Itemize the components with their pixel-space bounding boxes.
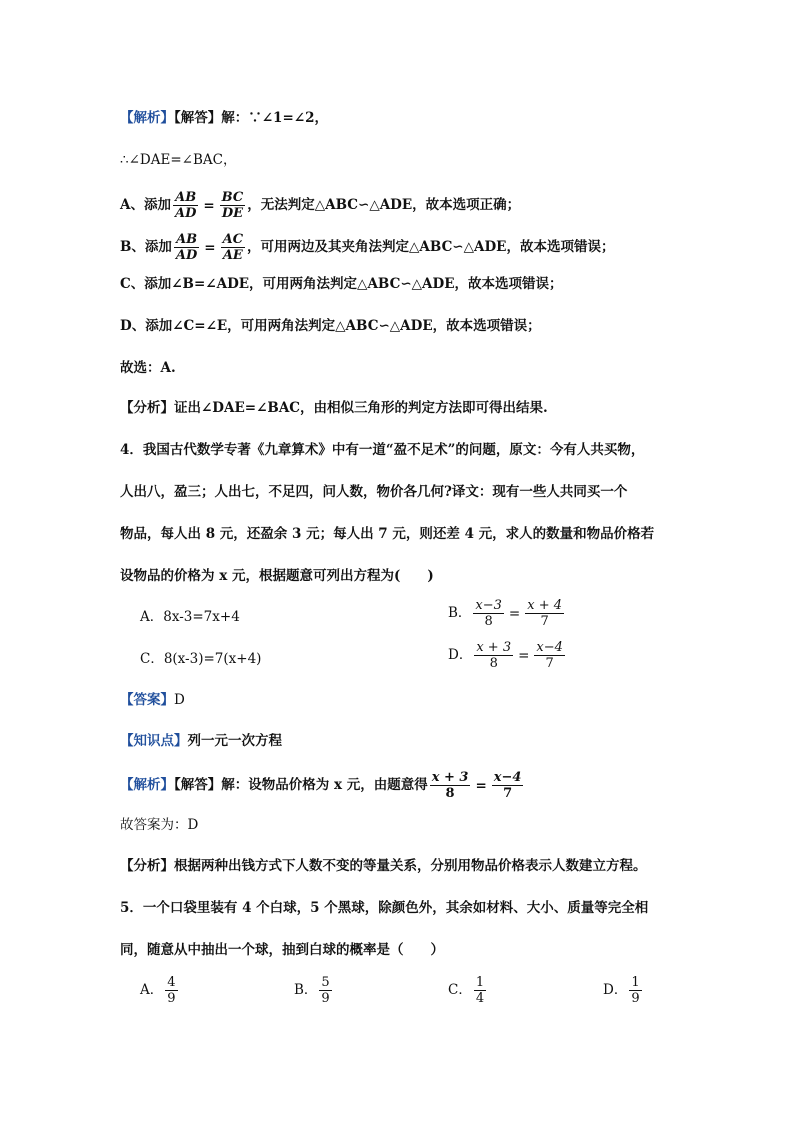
frac-num: AC [222, 232, 244, 247]
q4-stem-line4: 设物品的价格为 x 元，根据题意可列出方程为( ) [120, 568, 434, 584]
frac-den: 7 [540, 614, 549, 629]
frac-num: 5 [321, 975, 330, 990]
analysis-tag: 【解析】 [120, 777, 174, 793]
option-label: D． [603, 982, 628, 998]
fenxi-tag: 【分析】 [120, 858, 174, 874]
fraction [492, 770, 524, 801]
fraction [474, 975, 486, 1006]
knowledge-text: 列一元一次方程 [187, 733, 282, 749]
frac-den: 4 [475, 991, 485, 1006]
frac-den: 9 [631, 991, 640, 1006]
q4-analysis: 【解析】【解答】解：设物品价格为 x 元，由题意得 $\frac{x + 3}{8}$ = $\frac{x-4}{7}$ [120, 770, 522, 801]
q4-stem-line1: 4．我国古代数学专著《九章算术》中有一道“盈不足术”的问题，原文：今有人共买物， [120, 442, 645, 458]
q4-final-answer: 故答案为：D [120, 817, 199, 833]
option-label: A． [140, 982, 164, 998]
q3-option-a-analysis: A、添加 $\frac{AB}{AD}$ = $\frac{BC}{DE}$ ，无法判定△ABC∽△ADE，故本选项正确； [120, 190, 521, 221]
q3-line1-text: 解：∵∠1=∠2， [221, 110, 328, 126]
option-a-suffix: ，无法判定△ABC∽△ADE，故本选项正确； [247, 197, 521, 213]
frac-num: AB [175, 190, 197, 205]
q3-option-d-analysis: D、添加∠C=∠E，可用两角法判定△ABC∽△ADE，故本选项错误； [120, 318, 541, 334]
q4-option-a: A．8x-3=7x+4 [140, 609, 240, 625]
fraction [174, 232, 199, 263]
frac-den: 7 [545, 656, 554, 671]
frac-num: 1 [631, 975, 640, 990]
q5-option-b [294, 975, 334, 1006]
frac-num: x + 4 [527, 598, 562, 613]
option-label: D． [448, 647, 473, 663]
solution-tag: 【解答】 [174, 777, 222, 793]
option-a-prefix: A、添加 [120, 197, 171, 213]
option-label: C． [448, 982, 472, 998]
frac-den: 9 [321, 991, 330, 1006]
q4-option-b: B． $\frac{x-3}{8}$ = $\frac{x + 4}{7}$ [448, 598, 562, 629]
fraction [525, 598, 564, 629]
fraction [165, 975, 177, 1006]
fenxi-text: 证出∠DAE=∠BAC，由相似三角形的判定方法即可得出结果. [174, 400, 548, 416]
frac-num: BC [221, 190, 244, 205]
frac-num: x−4 [493, 770, 522, 785]
answer-tag: 【答案】 [120, 692, 174, 708]
answer-value: D [174, 692, 185, 708]
frac-den: AD [175, 248, 198, 263]
frac-den: AE [222, 248, 243, 263]
q5-stem-line2: 同，随意从中抽出一个球，抽到白球的概率是（ ） [120, 942, 444, 958]
q4-stem-line2: 人出八，盈三；人出七，不足四，问人数，物价各几何?译文：现有一些人共同买一个 [120, 484, 628, 500]
frac-den: 8 [484, 614, 493, 629]
fraction [474, 640, 513, 671]
solution-text: 解：设物品价格为 x 元，由题意得 [221, 777, 428, 793]
frac-num: x−4 [536, 640, 563, 655]
q3-choice: 故选：A. [120, 360, 176, 376]
option-b-suffix: ，可用两边及其夹角法判定△ABC∽△ADE，故本选项错误； [247, 239, 615, 255]
frac-num: AB [176, 232, 198, 247]
q4-option-d: D． $\frac{x + 3}{8}$ = $\frac{x-4}{7}$ [448, 640, 563, 671]
frac-den: 8 [445, 786, 455, 801]
frac-num: x + 3 [476, 640, 512, 655]
option-label: B． [448, 605, 472, 621]
q5-option-a [140, 975, 180, 1006]
q4-fenxi [120, 856, 647, 876]
q3-option-b-analysis: B、添加 $\frac{AB}{AD}$ = $\frac{AC}{AE}$ ，可用两边及其夹角法判定△ABC∽△ADE，故本选项错误； [120, 232, 615, 263]
frac-den: 8 [489, 656, 498, 671]
q5-option-c [448, 975, 488, 1006]
solution-tag: 【解答】 [174, 110, 222, 126]
frac-den: AD [174, 206, 197, 221]
q5-option-d [603, 975, 644, 1006]
frac-den: 7 [503, 786, 513, 801]
q4-answer [120, 690, 185, 710]
q3-option-c-analysis: C、添加∠B=∠ADE，可用两角法判定△ABC∽△ADE，故本选项错误； [120, 276, 563, 292]
fraction [629, 975, 641, 1006]
frac-num: 4 [167, 975, 176, 990]
frac-num: x + 3 [431, 770, 469, 785]
knowledge-tag: 【知识点】 [120, 733, 188, 749]
q3-analysis-line2: ∴∠DAE=∠BAC， [120, 152, 237, 168]
fraction [430, 770, 471, 801]
frac-num: 1 [475, 975, 485, 990]
fraction [220, 190, 246, 221]
q5-stem-line1: 5．一个口袋里装有 4 个白球，5 个黑球，除颜色外，其余如材料、大小、质量等完全相 [120, 900, 649, 916]
fenxi-tag: 【分析】 [120, 400, 174, 416]
frac-num: x−3 [475, 598, 502, 613]
fraction [221, 232, 245, 263]
fraction [173, 190, 198, 221]
q4-option-c: C．8(x-3)=7(x+4) [140, 651, 262, 667]
fraction [534, 640, 565, 671]
q4-knowledge-point [120, 731, 282, 751]
q3-fenxi [120, 398, 548, 418]
analysis-tag: 【解析】 [120, 110, 174, 126]
fraction [473, 598, 504, 629]
q3-analysis-line1 [120, 108, 328, 128]
q4-stem-line3: 物品，每人出 8 元，还盈余 3 元；每人出 7 元，则还差 4 元，求人的数量和物品价格若 [120, 526, 655, 542]
frac-den: 9 [167, 991, 176, 1006]
option-label: B． [294, 982, 318, 998]
fenxi-text: 根据两种出钱方式下人数不变的等量关系，分别用物品价格表示人数建立方程。 [174, 858, 647, 874]
fraction [319, 975, 331, 1006]
option-b-prefix: B、添加 [120, 239, 172, 255]
frac-den: DE [221, 206, 244, 221]
